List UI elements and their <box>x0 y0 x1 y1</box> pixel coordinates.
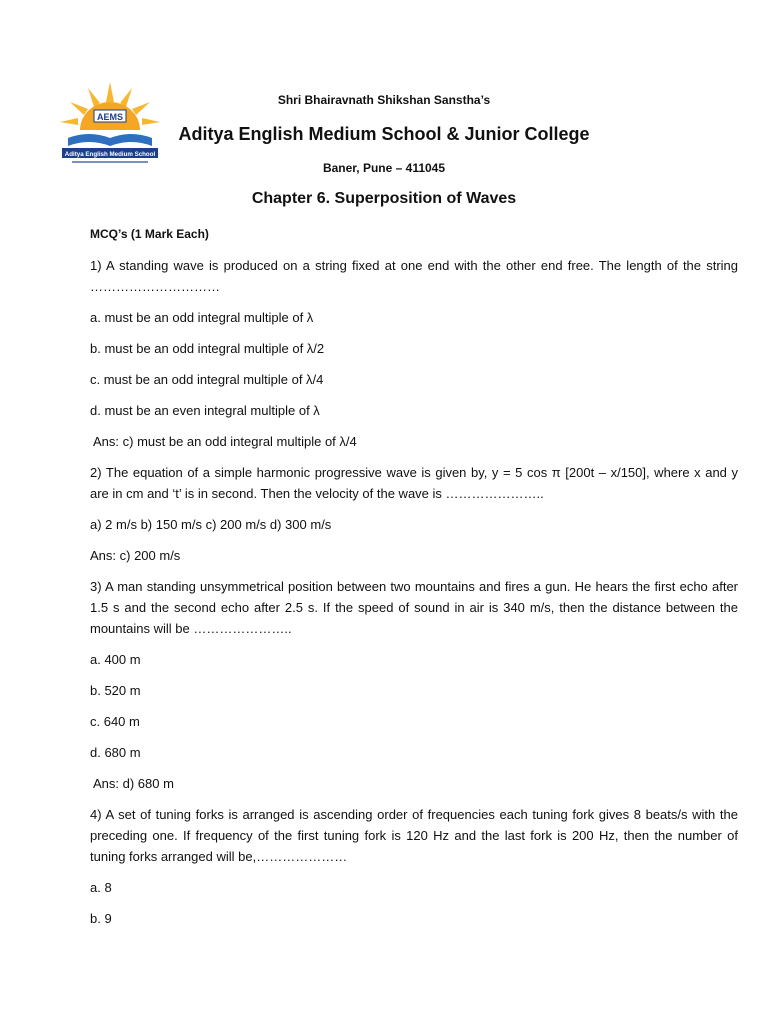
option-text: b. 520 m <box>90 683 141 698</box>
chapter-title: Chapter 6. Superposition of Waves <box>251 190 517 207</box>
option-text: c. must be an odd integral multiple of λ/4 <box>90 372 324 387</box>
option-text: b. must be an odd integral multiple of λ/2 <box>90 341 325 356</box>
logo-banner-text: Aditya English Medium School <box>64 151 156 158</box>
school-name: Aditya English Medium School & Junior College <box>178 124 590 144</box>
option-text: a. 8 <box>90 880 112 895</box>
school-address: Baner, Pune – 411045 <box>322 161 446 175</box>
option-text: a. 400 m <box>90 652 141 667</box>
option-text: c. 640 m <box>90 714 140 729</box>
answer-text: Ans: d) 680 m <box>93 776 174 791</box>
question-text: 2) The equation of a simple harmonic progressive wave is given by, y = 5 cos π [200t – x/150], where x and y are in cm and ‘t’ is in second. Then the velocity of the wave is ………………….. <box>90 465 738 501</box>
question-list <box>90 224 738 939</box>
trust-name: Shri Bhairavnath Shikshan Sanstha’s <box>277 93 491 107</box>
question-text: 4) A set of tuning forks is arranged is ascending order of frequencies each tuning fork gives 8 beats/s with the preceding one. If frequency of the first tuning fork is 120 Hz and the last fork is 200 Hz, then the number of tuning forks arranged will be,………………… <box>90 807 738 864</box>
emblem-text: AEMS <box>96 112 124 122</box>
option-text: a) 2 m/s b) 150 m/s c) 200 m/s d) 300 m/s <box>90 517 332 532</box>
option-text: d. 680 m <box>90 745 141 760</box>
answer-text: Ans: c) 200 m/s <box>90 548 181 563</box>
question-text: 1) A standing wave is produced on a string fixed at one end with the other end free. The length of the string ………………………… <box>90 258 738 294</box>
answer-text: Ans: c) must be an odd integral multiple of λ/4 <box>93 434 357 449</box>
section-heading: MCQ’s (1 Mark Each) <box>90 227 209 241</box>
option-text: a. must be an odd integral multiple of λ <box>90 310 314 325</box>
question-text: 3) A man standing unsymmetrical position between two mountains and fires a gun. He hears the first echo after 1.5 s and the second echo after 2.5 s. If the speed of sound in air is 340 m/s, then the distance between the mountains will be ………………….. <box>90 579 738 636</box>
option-text: b. 9 <box>90 911 112 926</box>
option-text: d. must be an even integral multiple of λ <box>90 403 320 418</box>
